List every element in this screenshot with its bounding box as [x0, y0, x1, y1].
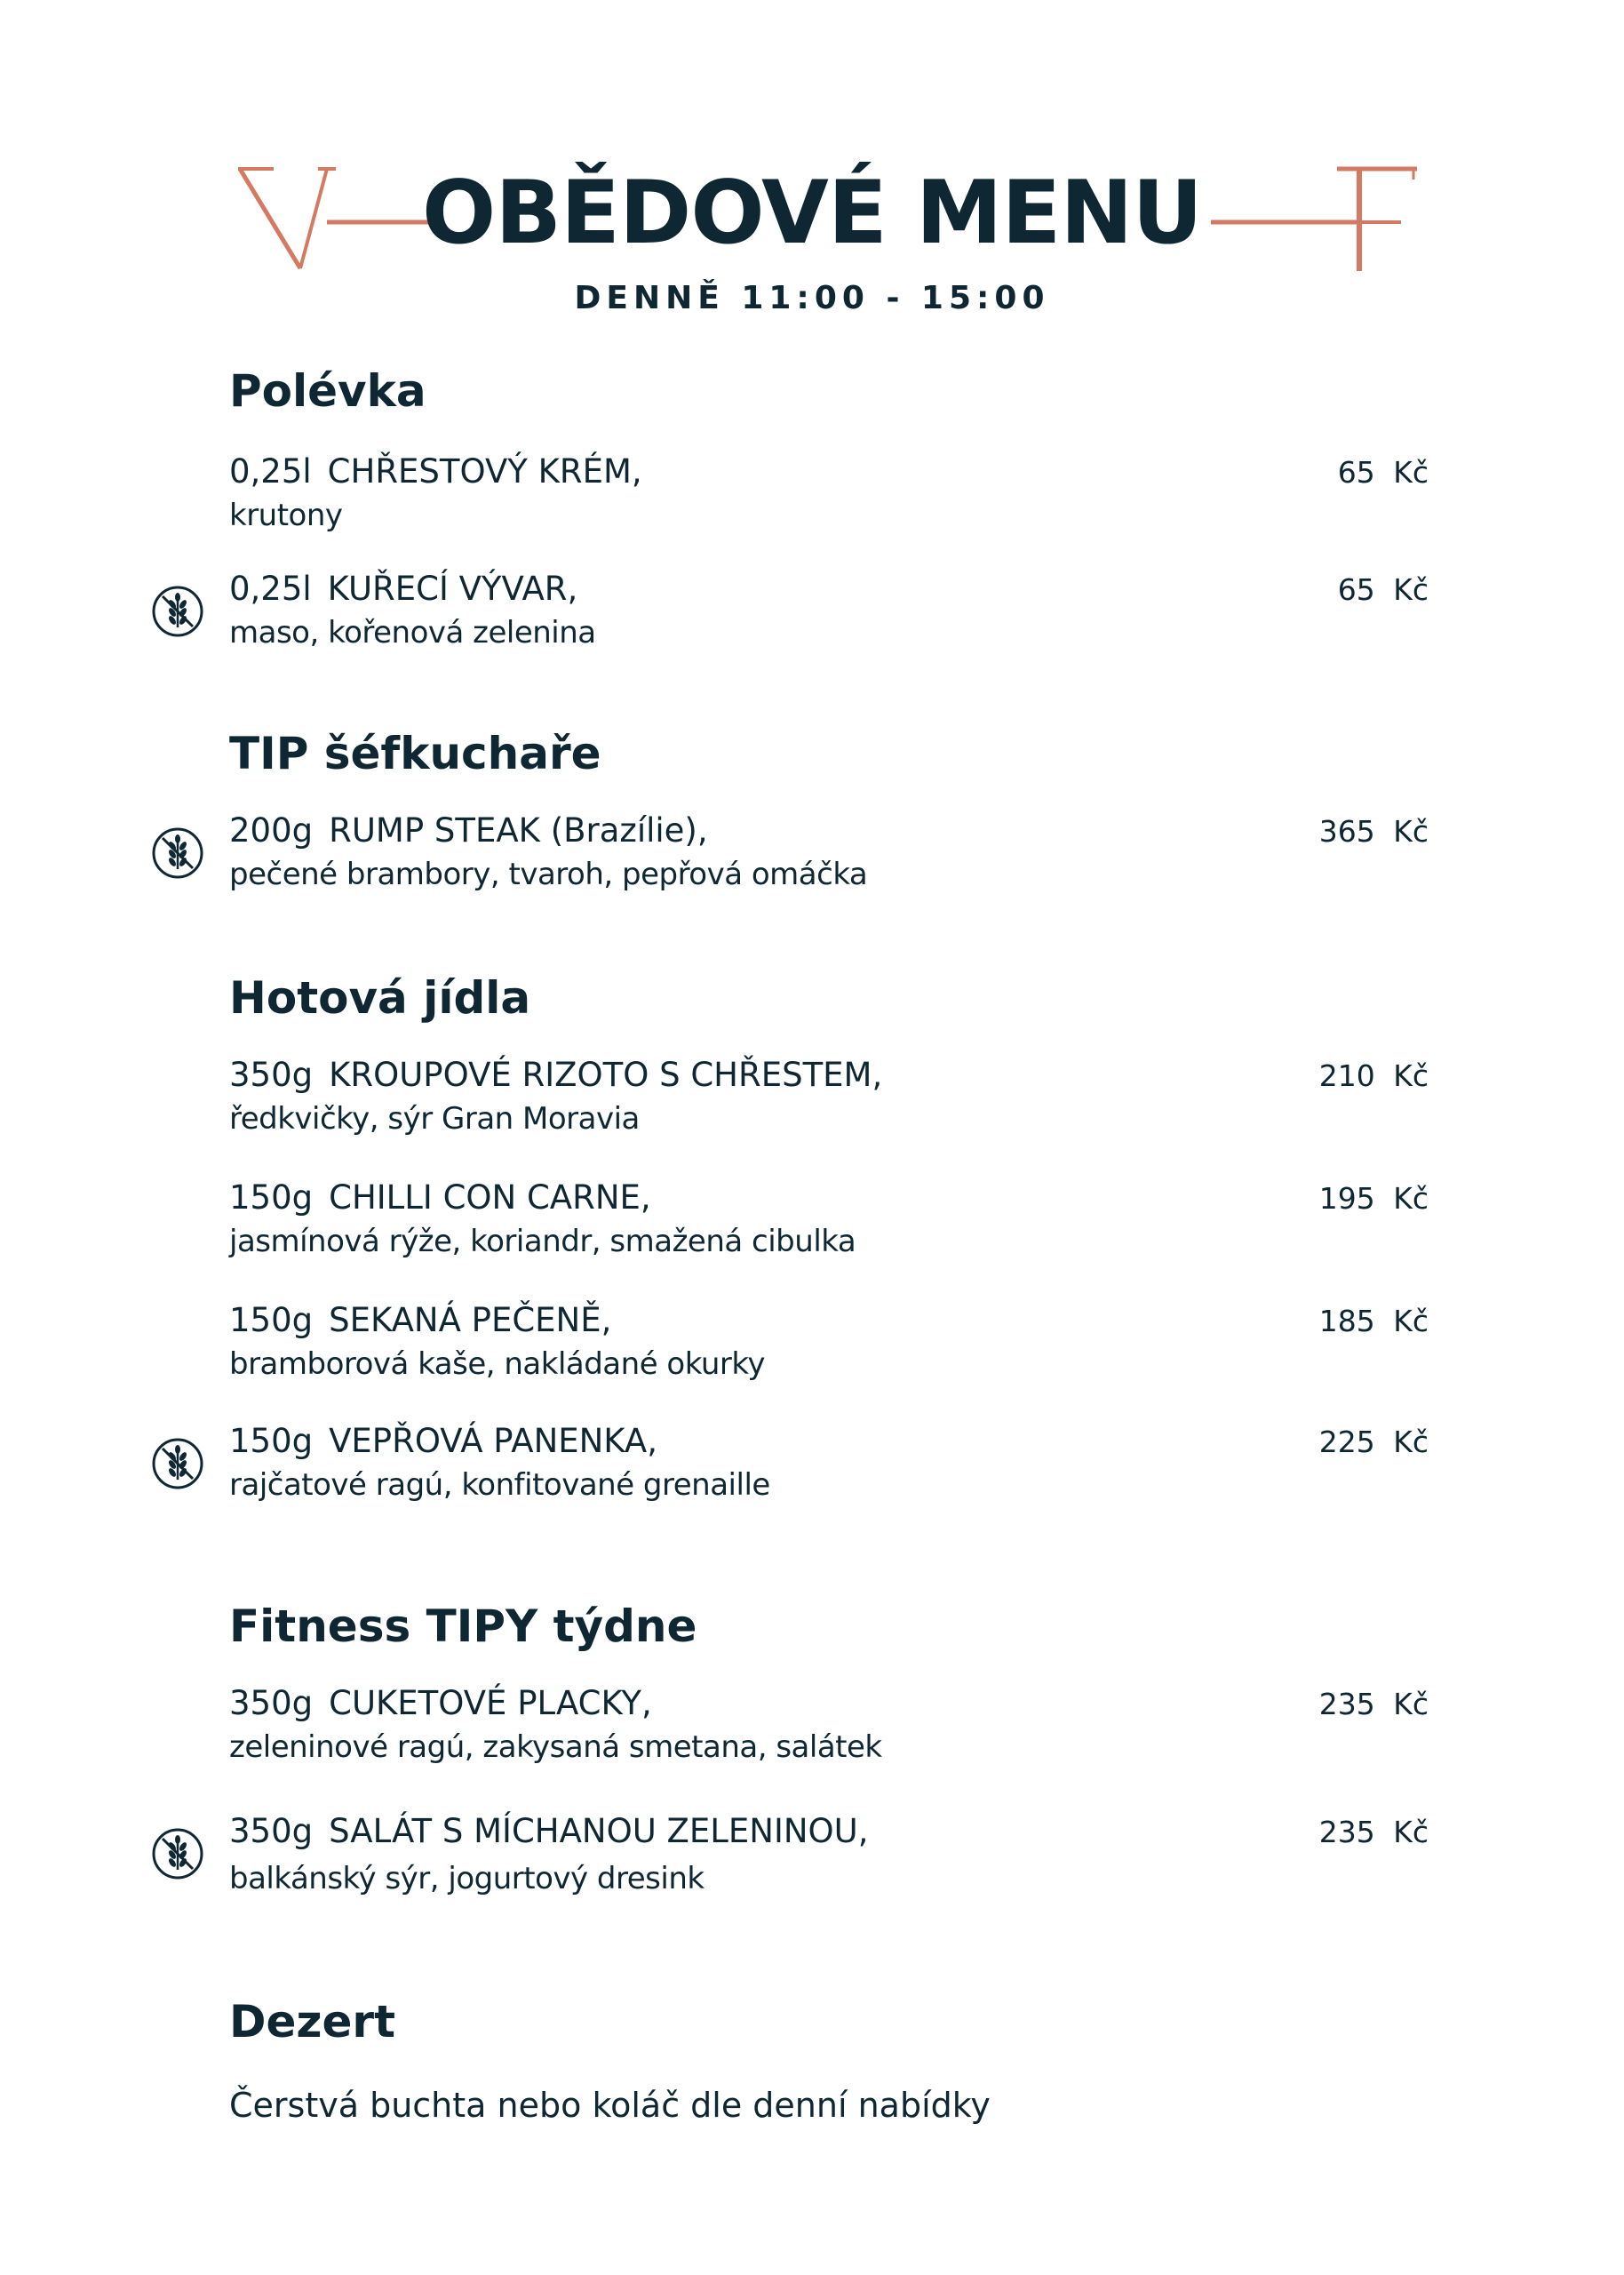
item-quantity: 0,25l	[229, 452, 312, 491]
item-title: CUKETOVÉ PLACKY,	[329, 1684, 652, 1722]
menu-item	[229, 1421, 1429, 1519]
section-title-main-dishes: Hotová jídla	[229, 972, 531, 1024]
menu-item	[229, 1683, 1429, 1781]
item-price: 185 Kč	[1318, 1304, 1429, 1338]
menu-item	[229, 1055, 1429, 1153]
section-title-dessert: Dezert	[229, 1996, 395, 2048]
item-price: 210 Kč	[1318, 1058, 1429, 1093]
menu-item	[229, 1811, 1429, 1909]
item-price: 195 Kč	[1318, 1181, 1429, 1216]
item-quantity: 350g	[229, 1684, 314, 1722]
item-description: maso, kořenová zelenina	[229, 615, 596, 651]
item-title: VEPŘOVÁ PANENKA,	[329, 1422, 657, 1460]
item-price: 365 Kč	[1318, 814, 1429, 849]
item-description: ředkvičky, sýr Gran Moravia	[229, 1101, 640, 1137]
logo-f-mark	[1204, 160, 1417, 271]
item-quantity: 150g	[229, 1422, 314, 1460]
item-name	[229, 451, 642, 492]
item-description: jasmínová rýže, koriandr, smažená cibulka	[229, 1224, 856, 1259]
item-name	[229, 1055, 882, 1096]
item-title: KUŘECÍ VÝVAR,	[327, 570, 578, 608]
gluten-free-icon	[151, 1827, 204, 1880]
section-title-fitness-tips: Fitness TIPY týdne	[229, 1600, 697, 1652]
item-name	[229, 810, 708, 851]
item-price: 235 Kč	[1318, 1815, 1429, 1849]
menu-item	[229, 1300, 1429, 1398]
section-title-chef-tip: TIP šéfkuchaře	[229, 728, 601, 779]
menu-item	[229, 810, 1429, 908]
gluten-free-icon	[151, 1437, 204, 1490]
item-title: RUMP STEAK (Brazílie),	[329, 811, 708, 850]
item-quantity: 350g	[229, 1812, 314, 1850]
dessert-description: Čerstvá buchta nebo koláč dle denní nabídky	[229, 2086, 991, 2125]
item-price: 225 Kč	[1318, 1425, 1429, 1459]
item-title: CHŘESTOVÝ KRÉM,	[327, 452, 642, 491]
item-description: krutony	[229, 498, 343, 533]
item-quantity: 150g	[229, 1178, 314, 1217]
menu-title: OBĚDOVÉ MENU	[422, 163, 1202, 264]
gluten-free-icon	[151, 585, 204, 638]
menu-item	[229, 451, 1429, 549]
item-description: rajčatové ragú, konfitované grenaille	[229, 1467, 770, 1503]
item-quantity: 200g	[229, 811, 314, 850]
item-quantity: 150g	[229, 1301, 314, 1339]
item-name	[229, 1683, 652, 1724]
section-title-soup: Polévka	[229, 365, 426, 417]
item-description: balkánský sýr, jogurtový dresink	[229, 1861, 705, 1896]
item-name	[229, 1421, 657, 1462]
menu-item	[229, 569, 1429, 667]
gluten-free-icon	[151, 826, 204, 880]
item-description: bramborová kaše, nakládané okurky	[229, 1346, 765, 1382]
item-title: SEKANÁ PEČENĚ,	[329, 1301, 612, 1339]
item-description: pečené brambory, tvaroh, pepřová omáčka	[229, 857, 868, 892]
menu-header	[0, 151, 1624, 293]
item-name	[229, 1177, 651, 1218]
item-price: 235 Kč	[1318, 1687, 1429, 1721]
item-title: CHILLI CON CARNE,	[329, 1178, 651, 1217]
item-title: KROUPOVÉ RIZOTO S CHŘESTEM,	[329, 1056, 883, 1094]
item-price: 65 Kč	[1337, 572, 1429, 607]
menu-item	[229, 1177, 1429, 1275]
item-name	[229, 1300, 611, 1341]
item-price: 65 Kč	[1337, 455, 1429, 490]
item-name	[229, 569, 577, 610]
item-description: zeleninové ragú, zakysaná smetana, salátek	[229, 1729, 882, 1765]
item-quantity: 0,25l	[229, 570, 312, 608]
item-quantity: 350g	[229, 1056, 314, 1094]
opening-hours: DENNĚ 11:00 - 15:00	[574, 280, 1050, 316]
item-title: SALÁT S MÍCHANOU ZELENINOU,	[329, 1812, 869, 1850]
item-name	[229, 1811, 869, 1852]
